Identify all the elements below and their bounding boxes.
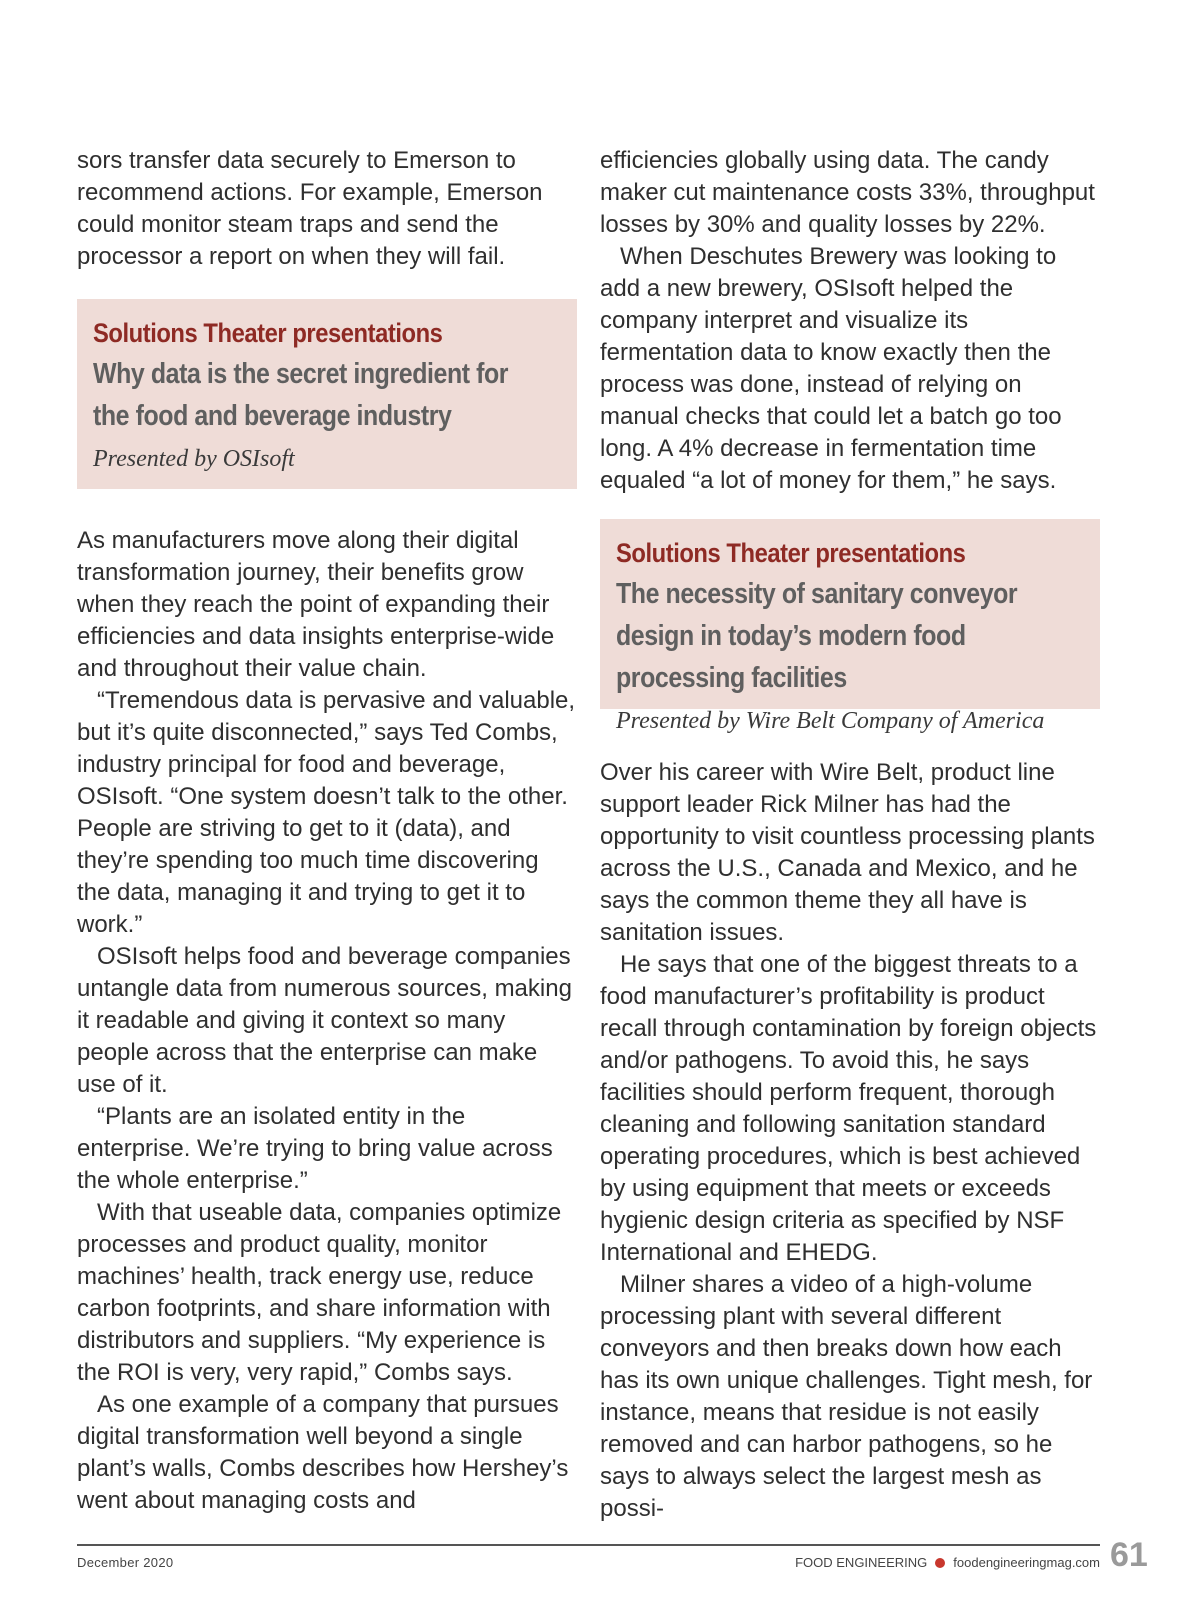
sidebar-title: The necessity of sanitary conveyor design in today’s modern food processing facilities — [616, 578, 1018, 694]
sidebar-label: Solutions Theater presentations — [93, 318, 443, 348]
paragraph: With that useable data, companies optimize processes and product quality, monitor machines’ health, track energy use, reduce carbon footprints, and share information with distributors and suppliers. “My experience is the ROI is very, very rapid,” Combs says. — [77, 1199, 562, 1386]
right-column — [600, 145, 1100, 1525]
sidebar-title: Why data is the secret ingredient for the food and beverage industry — [93, 358, 509, 432]
right-body — [600, 757, 1100, 1525]
sidebar-presenter: Presented by OSIsoft — [93, 446, 295, 472]
sidebar-label: Solutions Theater presentations — [616, 538, 966, 568]
paragraph: OSIsoft helps food and beverage companies untangle data from numerous sources, making it readable and giving it context so many people across that the enterprise can make use of it. — [77, 943, 572, 1098]
left-intro-paragraph: sors transfer data securely to Emerson to recommend actions. For example, Emerson could monitor steam traps and send the processor a report on when they will fail. — [77, 147, 543, 270]
sidebar-presenter: Presented by Wire Belt Company of America — [616, 708, 1045, 734]
paragraph: When Deschutes Brewery was looking to add a new brewery, OSIsoft helped the company interpret and visualize its fermentation data to know exactly then the process was done, instead of relying on manual checks that could let a batch go too long. A 4% decrease in fermentation time equaled “a lot of money for them,” he says. — [600, 243, 1062, 494]
paragraph: “Tremendous data is pervasive and valuable, but it’s quite disconnected,” says Ted Combs, industry principal for food and beverage, OSIsoft. “One system doesn’t talk to the other. People are striving to get to it (data), and they’re spending too much time discovering the data, managing it and trying to get it to work.” — [77, 687, 576, 938]
left-body — [77, 525, 577, 1517]
footer-date: December 2020 — [77, 1555, 174, 1570]
paragraph: Over his career with Wire Belt, product line support leader Rick Milner has had the opportunity to visit countless processing plants across the U.S., Canada and Mexico, and he says the common theme they all have is sanitation issues. — [600, 759, 1095, 946]
paragraph: “Plants are an isolated entity in the enterprise. We’re trying to bring value across the whole enterprise.” — [77, 1103, 553, 1194]
footer-rule — [77, 1544, 1100, 1546]
paragraph: He says that one of the biggest threats to a food manufacturer’s profitability is product recall through contamination by foreign objects and/or pathogens. To avoid this, he says facilities should perform frequent, thorough cleaning and following sanitation standard operating procedures, which is best achieved by using equipment that meets or exceeds hygienic design criteria as specified by NSF International and EHEDG. — [600, 951, 1097, 1266]
paragraph: As one example of a company that pursues digital transformation well beyond a single plant’s walls, Combs describes how Hershey’s went about managing costs and — [77, 1391, 569, 1514]
footer-website: foodengineeringmag.com — [953, 1555, 1100, 1570]
paragraph: efficiencies globally using data. The candy maker cut maintenance costs 33%, throughput losses by 30% and quality losses by 22%. — [600, 147, 1095, 238]
sidebar-osisoft — [77, 299, 577, 489]
paragraph: Milner shares a video of a high-volume processing plant with several different conveyors and then breaks down how each has its own unique challenges. Tight mesh, for instance, means that residue is not easily removed and can harbor pathogens, so he says to always select the largest mesh as possi- — [600, 1271, 1093, 1522]
sidebar-wire-belt — [600, 519, 1100, 734]
left-column — [77, 145, 577, 1517]
paragraph: As manufacturers move along their digital transformation journey, their benefits grow when they reach the point of expanding their efficiencies and data insights enterprise-wide and throughout their value chain. — [77, 527, 555, 682]
footer-publication-info — [795, 1555, 1100, 1570]
bullet-dot-icon — [935, 1558, 945, 1568]
footer-publication: FOOD ENGINEERING — [795, 1555, 928, 1570]
page-number: 61 — [1110, 1536, 1148, 1574]
